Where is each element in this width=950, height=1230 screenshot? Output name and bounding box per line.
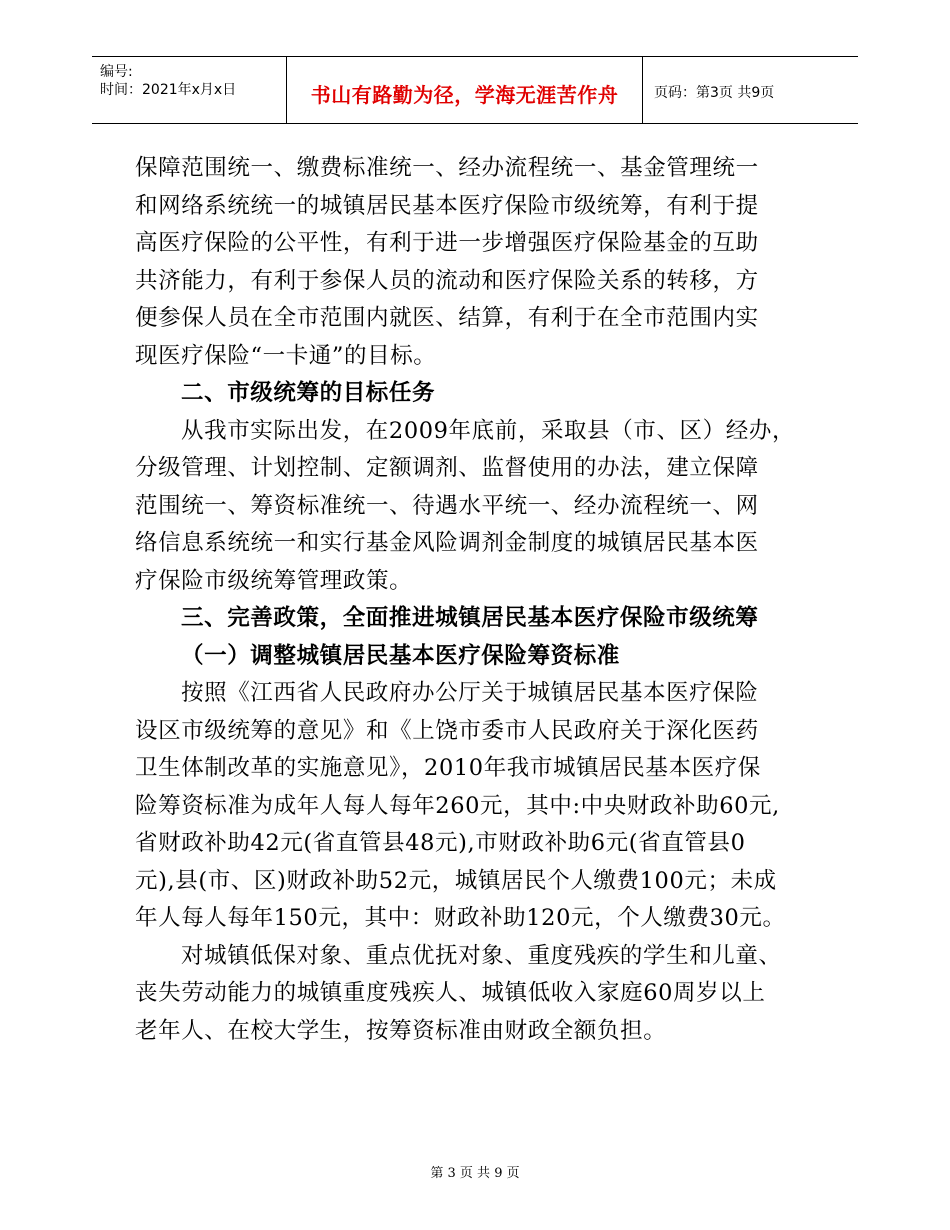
body-line: 按照《江西省人民政府办公厅关于城镇居民基本医疗保险 bbox=[181, 680, 759, 706]
body-line: 从我市实际出发，在2009年底前，采取县（市、区）经办， bbox=[181, 417, 796, 444]
header-meta-cell bbox=[92, 57, 286, 123]
body-line: 范围统一、筹资标准统一、待遇水平统一、经办流程统一、网 bbox=[135, 492, 759, 519]
body-line: 元),县(市、区)财政补助52元，城镇居民个人缴费100元；未成 bbox=[135, 867, 777, 894]
body-line: 险筹资标准为成年人每人每年260元，其中:中央财政补助60元, bbox=[135, 792, 780, 819]
body-line: 老年人、在校大学生，按筹资标准由财政全额负担。 bbox=[135, 1017, 667, 1044]
body-line: 保障范围统一、缴费标准统一、经办流程统一、基金管理统一 bbox=[135, 155, 759, 181]
body-line: 高医疗保险的公平性，有利于进一步增强医疗保险基金的互助 bbox=[135, 230, 759, 256]
body-line: 丧失劳动能力的城镇重度残疾人、城镇低收入家庭60周岁以上 bbox=[135, 980, 766, 1006]
body-line: 疗保险市级统筹管理政策。 bbox=[135, 567, 413, 594]
body-line: 便参保人员在全市范围内就医、结算，有利于在全市范围内实 bbox=[135, 305, 759, 331]
document-number-label: 编号: bbox=[100, 64, 133, 80]
document-time-label: 时间：2021年x月x日 bbox=[100, 82, 237, 98]
page-header bbox=[92, 56, 858, 124]
body-line: 现医疗保险“一卡通”的目标。 bbox=[135, 342, 437, 369]
body-line: 设区市级统筹的意见》和《上饶市委市人民政府关于深化医药 bbox=[135, 717, 759, 744]
header-page-number: 页码：第3页 共9页 bbox=[654, 85, 775, 101]
body-line: 共济能力，有利于参保人员的流动和医疗保险关系的转移，方 bbox=[135, 267, 759, 294]
header-motto-cell bbox=[286, 57, 643, 123]
body-line: 络信息系统统一和实行基金风险调剂金制度的城镇居民基本医 bbox=[135, 530, 759, 556]
page-footer: 第 3 页 共 9 页 bbox=[430, 1166, 520, 1181]
body-line: 对城镇低保对象、重点优抚对象、重度残疾的学生和儿童、 bbox=[181, 942, 782, 969]
document-body bbox=[135, 150, 835, 1050]
section-heading: 二、市级统筹的目标任务 bbox=[181, 380, 436, 406]
header-page-cell bbox=[642, 57, 858, 123]
body-line: 年人每人每年150元，其中：财政补助120元，个人缴费30元。 bbox=[135, 905, 786, 931]
section-heading: 三、完善政策，全面推进城镇居民基本医疗保险市级统筹 bbox=[181, 605, 759, 631]
body-line: 省财政补助42元(省直管县48元),市财政补助6元(省直管县0 bbox=[135, 830, 746, 856]
body-line: 卫生体制改革的实施意见》，2010年我市城镇居民基本医疗保 bbox=[135, 755, 761, 781]
header-motto: 书山有路勤为径，学海无涯苦作舟 bbox=[310, 83, 619, 107]
body-line: 分级管理、计划控制、定额调剂、监督使用的办法，建立保障 bbox=[135, 455, 759, 481]
body-line: 和网络系统统一的城镇居民基本医疗保险市级统筹，有利于提 bbox=[135, 192, 759, 219]
subsection-heading: （一）调整城镇居民基本医疗保险筹资标准 bbox=[181, 642, 620, 669]
